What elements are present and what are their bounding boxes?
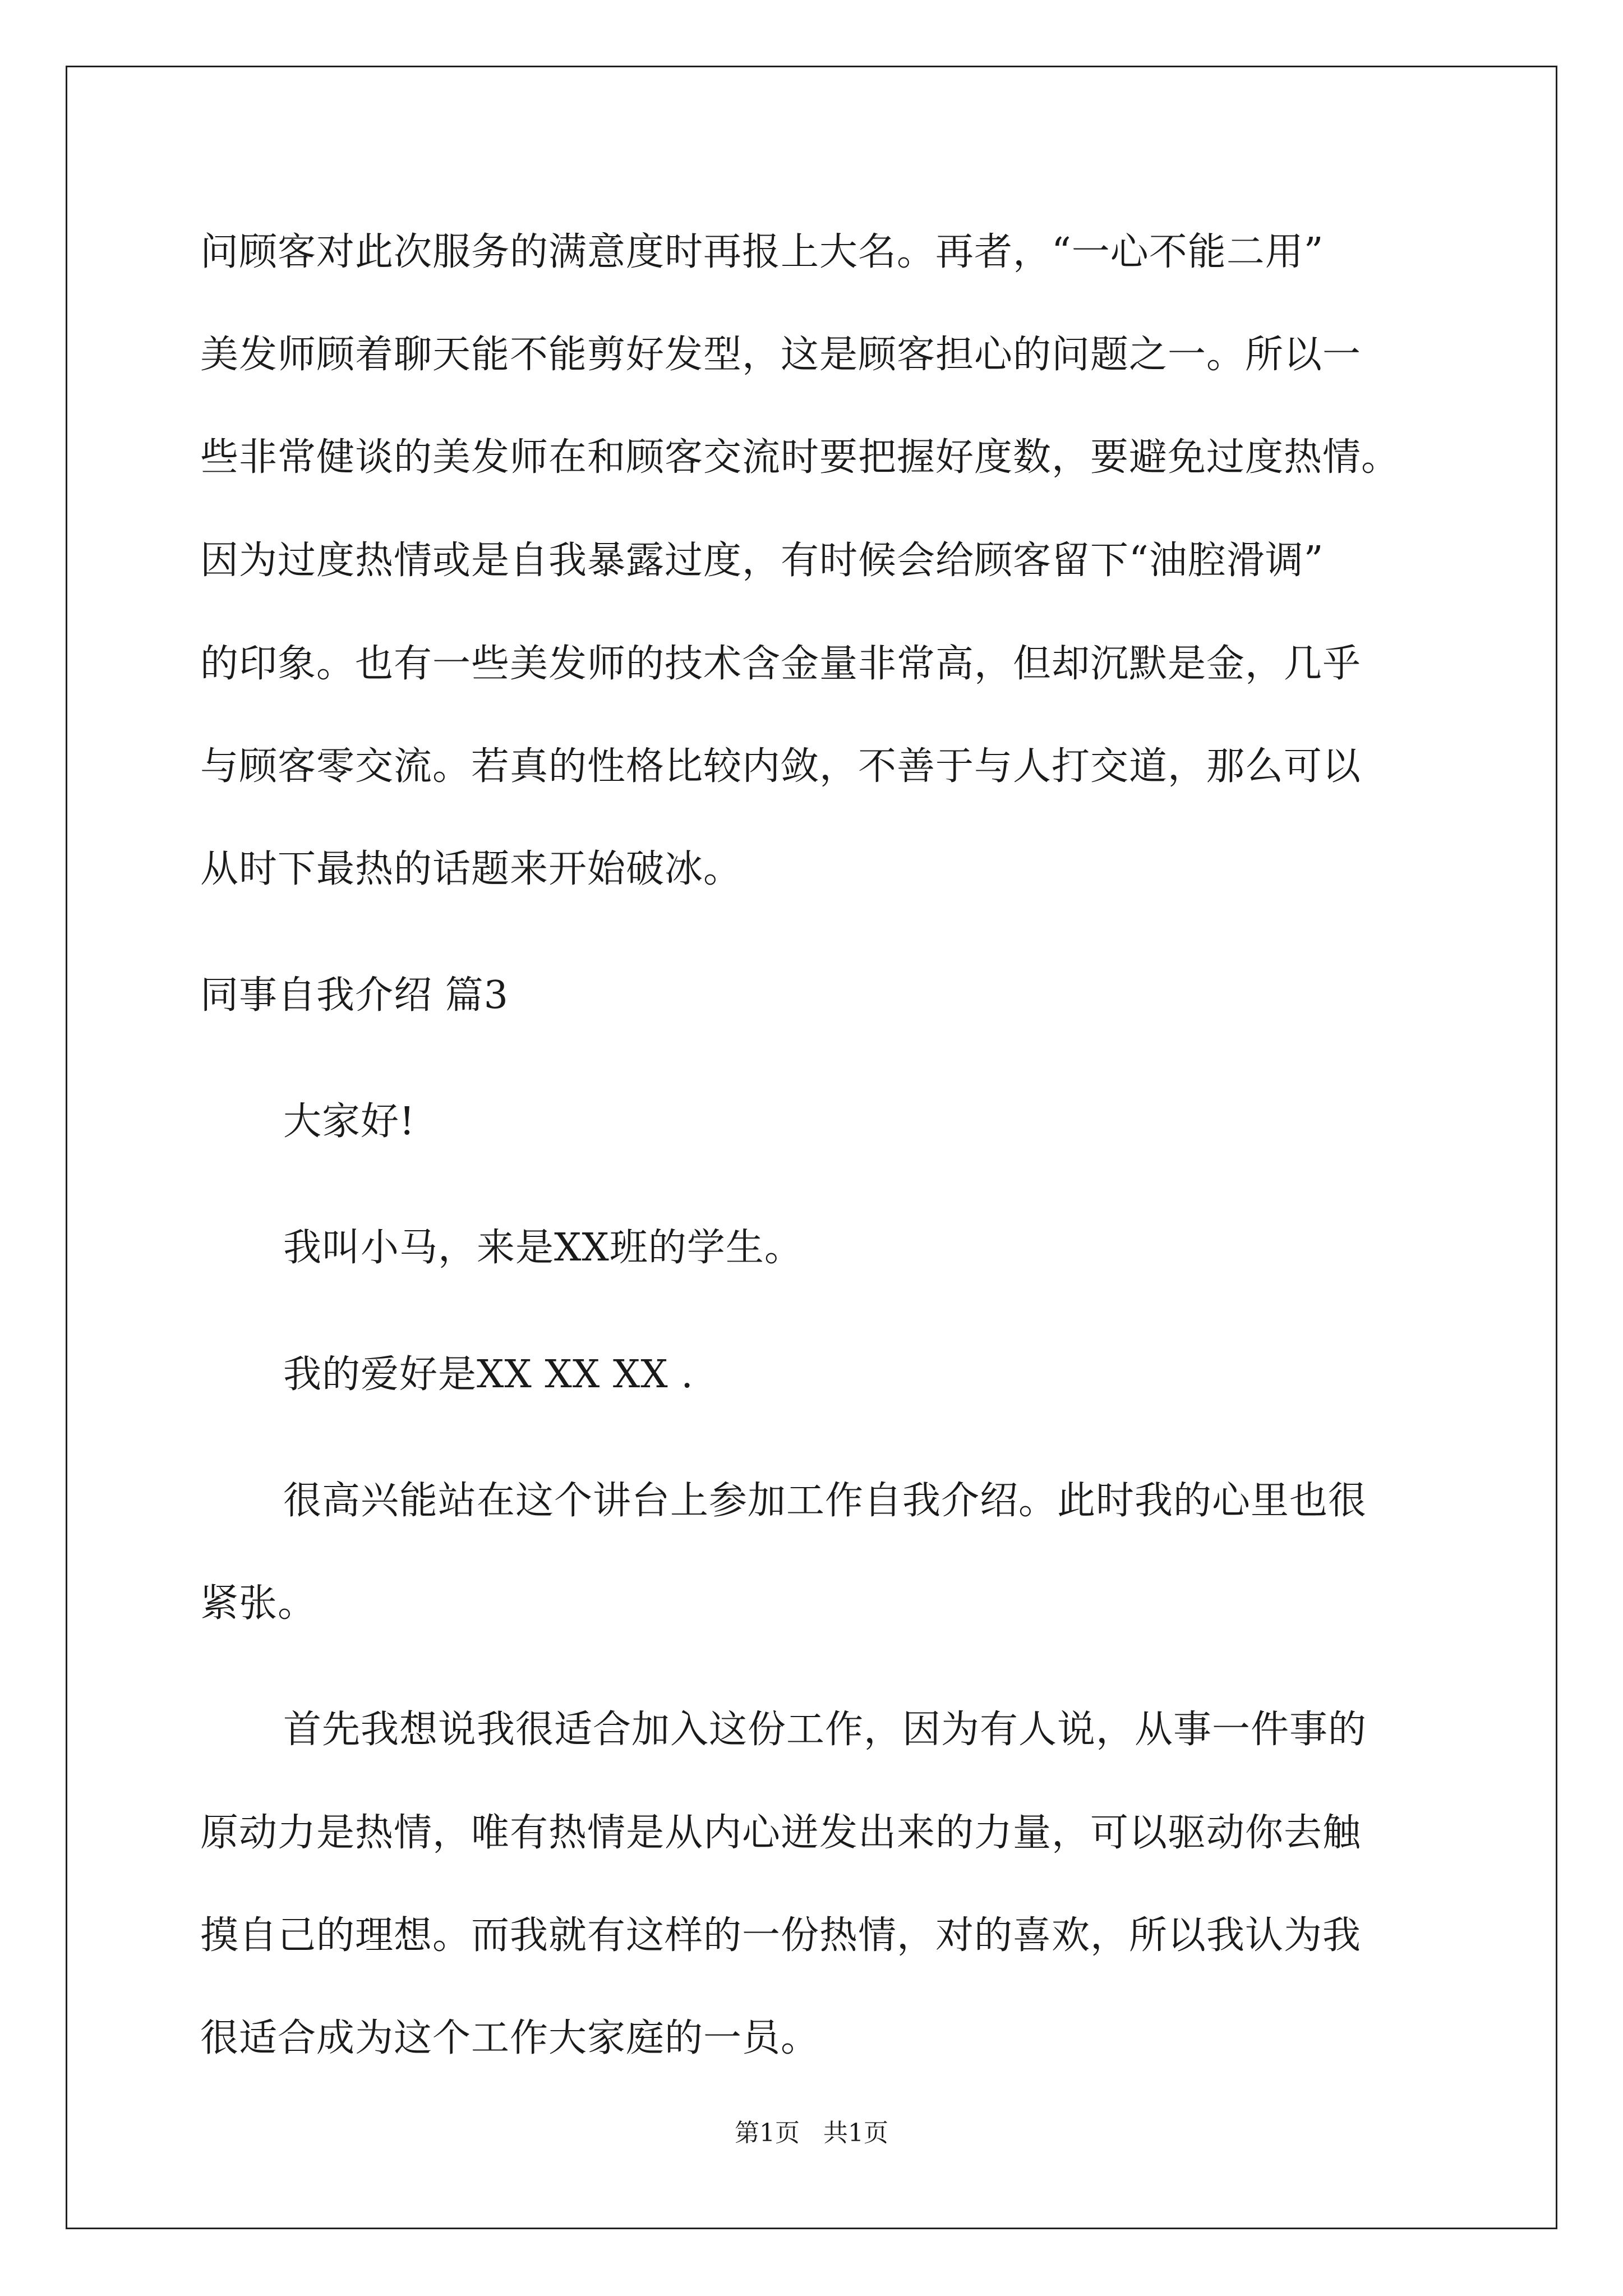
intro-name: 我叫小马，来是XX班的学生。	[283, 1226, 803, 1270]
body-line: 美发师顾着聊天能不能剪好发型，这是顾客担心的问题之一。所以一	[200, 333, 1362, 377]
page-number: 第1页 共1页	[735, 2119, 888, 2147]
body-line: 些非常健谈的美发师在和顾客交流时要把握好度数，要避免过度热情。	[200, 435, 1400, 480]
body-line: 的印象。也有一些美发师的技术含金量非常高，但却沉默是金，几乎	[200, 642, 1362, 686]
body-line: 摸自己的理想。而我就有这样的一份热情，对的喜欢，所以我认为我	[200, 1913, 1362, 1958]
body-line: 紧张。	[200, 1581, 317, 1626]
body-line: 因为过度热情或是自我暴露过度，有时候会给顾客留下“油腔滑调”	[200, 539, 1324, 583]
body-line: 很高兴能站在这个讲台上参加工作自我介绍。此时我的心里也很	[283, 1479, 1367, 1523]
body-line: 原动力是热情，唯有热情是从内心迸发出来的力量，可以驱动你去触	[200, 1811, 1362, 1855]
greeting: 大家好!	[283, 1099, 416, 1144]
body-line: 问顾客对此次服务的满意度时再报上大名。再者，“一心不能二用”	[200, 230, 1324, 274]
body-line: 从时下最热的话题来开始破冰。	[200, 847, 743, 891]
body-line: 首先我想说我很适合加入这份工作，因为有人说，从事一件事的	[283, 1708, 1367, 1752]
body-line: 与顾客零交流。若真的性格比较内敛，不善于与人打交道，那么可以	[200, 744, 1362, 789]
body-line: 很适合成为这个工作大家庭的一员。	[200, 2016, 820, 2060]
page-border	[66, 66, 1557, 2229]
hobby: 我的爱好是XX XX XX .	[283, 1352, 694, 1397]
section-heading: 同事自我介绍 篇3	[200, 973, 509, 1018]
